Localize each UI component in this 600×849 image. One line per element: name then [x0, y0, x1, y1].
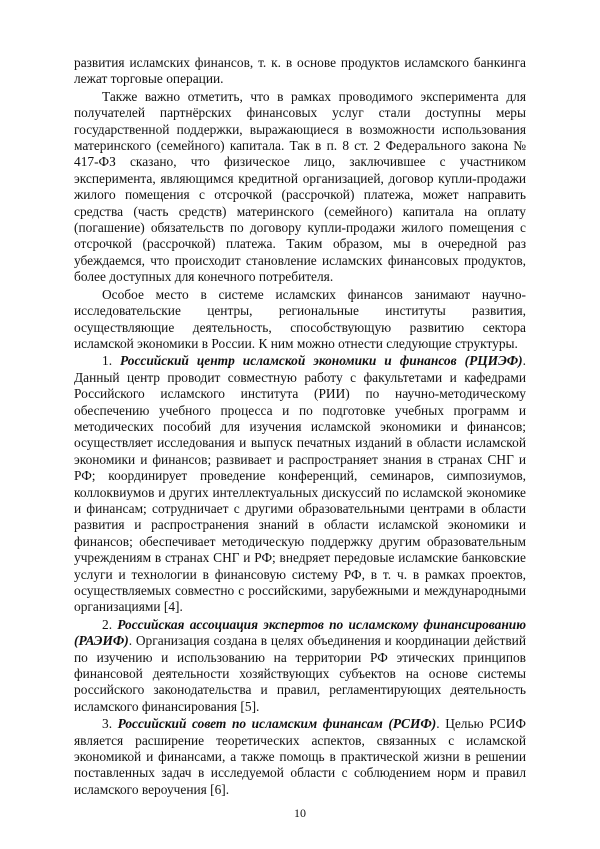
- paragraph-2: [74, 89, 526, 286]
- paragraph-text: 1.: [102, 353, 121, 369]
- paragraph-5: [74, 617, 526, 715]
- organization-name: Российский совет по исламским финансам (РСИФ): [117, 716, 437, 732]
- paragraph-6: [74, 716, 526, 798]
- paragraph-text: Особое место в системе исламских финансов занимают научно-исследовательские центры, региональные институты развития, осуществляющие деятельность, способствующую развитию сектора исламской экономики в России. К ним можно отнести следующие структуры.: [74, 286, 526, 351]
- organization-name: Российская ассоциация экспертов по исламскому финансированию (РАЭИФ): [74, 616, 527, 649]
- paragraph-3: [74, 287, 526, 353]
- page-number: 10: [294, 806, 306, 820]
- paragraph-text: . Целью РСИФ является расширение теоретических аспектов, связанных с исламской экономикой и финансами, а также помощь в практической жизни в решении поставленных задач в исследуемой области с соблюдением норм и правил исламского вероучения [6].: [74, 716, 526, 797]
- page-body: [74, 55, 526, 798]
- paragraph-text: . Данный центр проводит совместную работу с факультетами и кафедрами Российского исламского института (РИИ) по научно-методическому обеспечению учебного процесса и по подготовке учебных программ и методических пособий для изучения исламской экономики и финансов; осуществляет исследования и выпуск печатных изданий в области исламской экономики и финансов; развивает и распространяет знания в странах СНГ и РФ; координирует проведение конференций, семинаров, симпозиумов, коллоквиумов и других интеллектуальных дискуссий по исламской экономике и финансам; сотрудничает с другими образовательными центрами в области развития и распространения знаний в области исламской экономики и финансов; обеспечивает методическую поддержку другим образовательным учреждениям в странах СНГ и РФ; внедряет передовые исламские банковские услуги и технологии в финансовую систему РФ, в т. ч. в рамках проектов, осуществляемых совместно с российскими, зарубежными и международными организациями [4].: [74, 353, 526, 615]
- paragraph-text: 3.: [102, 716, 118, 732]
- paragraph-text: 2.: [102, 616, 118, 632]
- paragraph-text: . Организация создана в целях объединения и координации действий по изучению и использованию на территории РФ этических принципов финансовой деятельности хозяйствующих субъектов на основе системы российского законодательства и правил, регламентирующих деятельность исламского финансирования [5].: [74, 633, 526, 714]
- organization-name: Российский центр исламской экономики и финансов (РЦИЭФ): [120, 353, 523, 369]
- paragraph-1: [74, 55, 526, 88]
- paragraph-text: развития исламских финансов, т. к. в основе продуктов исламского банкинга лежат торговые операции.: [74, 55, 526, 87]
- paragraph-text: Также важно отметить, что в рамках проводимого эксперимента для получателей партнёрских финансовых услуг стали доступны меры государственной поддержки, выражающиеся в возможности использования материнского (семейного) капитала. Так в п. 8 ст. 2 Федерального закона № 417-ФЗ сказано, что физическое лицо, заключившее с участником эксперимента, являющимся кредитной организацией, договор купли-продажи жилого помещения с отсрочкой (рассрочкой) платежа, может направить средства (часть средств) материнского (семейного) капитала на оплату (погашение) обязательств по договору купли-продажи жилого помещения с отсрочкой (рассрочкой) платежа. Таким образом, мы в очередной раз убеждаемся, что происходит становление исламских финансовых продуктов, более доступных для конечного потребителя.: [74, 88, 526, 285]
- paragraph-4: [74, 353, 526, 616]
